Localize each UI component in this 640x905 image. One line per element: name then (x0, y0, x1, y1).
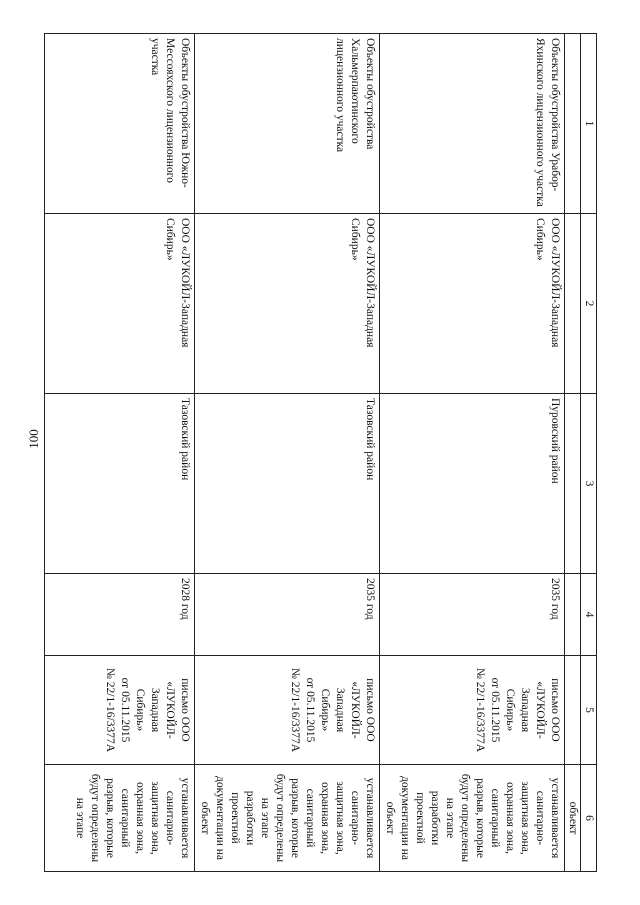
object-cell: Объекты обустройства Южно-Мессояхского лицензионного участка (45, 34, 195, 214)
year-cell: 2028 год (45, 574, 195, 656)
object-cell: Объекты обустройства Урабор-Яхинского лицензионного участка (380, 34, 565, 214)
column-number: 3 (581, 394, 597, 574)
column-number: 2 (581, 214, 597, 394)
basis-cell: письмо ООО «ЛУКОЙЛ-Западная Сибирь» от 05.11.2015 № 22/1-16/3377А (195, 656, 380, 765)
table-row (195, 34, 380, 872)
continuation-row (565, 34, 581, 872)
column-number: 6 (581, 765, 597, 872)
district-cell: Пуровский район (380, 394, 565, 574)
basis-cell: письмо ООО «ЛУКОЙЛ-Западная Сибирь» от 05.11.2015 № 22/1-16/3377А (45, 656, 195, 765)
note-cell: устанавливается санитарно- защитная зона, охранная зона, санитарный разрыв, которые будут определены на этапе (45, 765, 195, 872)
table-row (45, 34, 195, 872)
district-cell: Тазовский район (195, 394, 380, 574)
year-cell: 2035 год (195, 574, 380, 656)
owner-cell: ООО «ЛУКОЙЛ-Западная Сибирь» (380, 214, 565, 394)
district-cell: Тазовский район (45, 394, 195, 574)
owner-cell: ООО «ЛУКОЙЛ-Западная Сибирь» (45, 214, 195, 394)
column-number: 4 (581, 574, 597, 656)
column-number-row (581, 34, 597, 872)
note-cell: устанавливается санитарно- защитная зона, охранная зона, санитарный разрыв, которые будут определены на этапе разработки проектной документации на объект (380, 765, 565, 872)
prev-row-tail: объект (565, 765, 581, 872)
column-number: 1 (581, 34, 597, 214)
rotated-table-container (54, 33, 597, 871)
objects-table (44, 33, 597, 872)
object-cell: Объекты обустройства Хальмерпаютинского лицензионного участка (195, 34, 380, 214)
page-number: 100 (26, 429, 41, 449)
table-row (380, 34, 565, 872)
column-number: 5 (581, 656, 597, 765)
owner-cell: ООО «ЛУКОЙЛ-Западная Сибирь» (195, 214, 380, 394)
note-cell: устанавливается санитарно- защитная зона, охранная зона, санитарный разрыв, которые будут определены на этапе разработки проектной документации на объект (195, 765, 380, 872)
basis-cell: письмо ООО «ЛУКОЙЛ-Западная Сибирь» от 05.11.2015 № 22/1-16/3377А (380, 656, 565, 765)
year-cell: 2035 год (380, 574, 565, 656)
